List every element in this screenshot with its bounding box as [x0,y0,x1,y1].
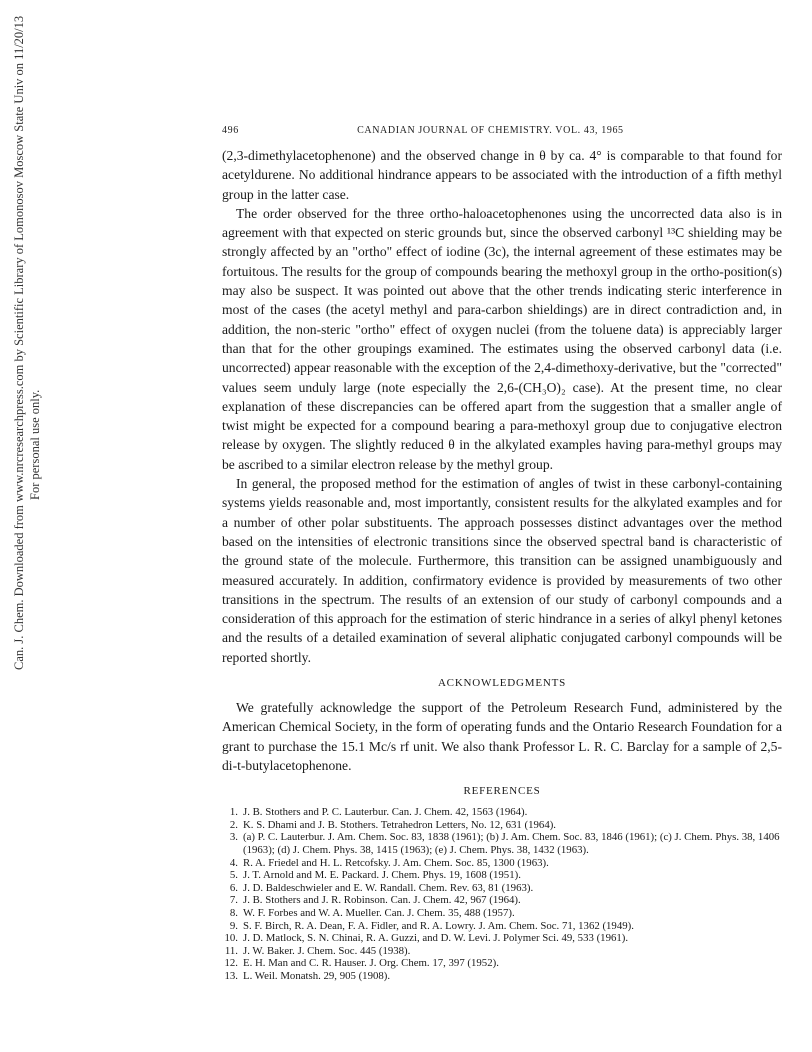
reference-number: 9. [229,919,238,932]
reference-text: J. B. Stothers and J. R. Robinson. Can. J. Chem. 42, 967 (1964). [243,894,521,907]
reference-number: 11. [224,944,238,957]
reference-list [222,806,782,982]
download-watermark [4,15,52,680]
reference-item [222,945,782,958]
reference-item [222,831,782,856]
download-notice: Can. J. Chem. Downloaded from www.nrcresearchpress.com by Scientific Library of Lomonosov Moscow State Univ on 11/20/13 [12,15,26,670]
reference-number: 5. [229,869,238,882]
reference-number: 10. [224,932,238,945]
acknowledgments-heading: ACKNOWLEDGMENTS [437,677,567,690]
reference-text: J. B. Stothers and P. C. Lauterbur. Can. J. Chem. 42, 1563 (1964). [243,806,528,819]
reference-item [222,907,782,920]
reference-number: 1. [229,806,238,819]
reference-number: 2. [229,818,238,831]
reference-item [222,920,782,933]
reference-text: E. H. Man and C. R. Hauser. J. Org. Chem. 17, 397 (1952). [243,957,499,970]
reference-number: 7. [229,894,238,907]
reference-text: W. F. Forbes and W. A. Mueller. Can. J. Chem. 35, 488 (1957). [243,906,515,919]
reference-item [222,932,782,945]
reference-text: J. D. Baldeschwieler and E. W. Randall. Chem. Rev. 63, 81 (1963). [243,881,534,894]
personal-use-notice: For personal use only. [28,389,42,500]
reference-text: J. T. Arnold and M. E. Packard. J. Chem. Phys. 19, 1608 (1951). [243,869,521,882]
reference-number: 13. [224,969,238,982]
running-header [222,125,782,136]
reference-item [222,869,782,882]
reference-item [222,819,782,832]
reference-text: L. Weil. Monatsh. 29, 905 (1908). [243,969,391,982]
reference-number: 6. [229,881,238,894]
reference-number: 3. [229,831,238,844]
reference-text: J. D. Matlock, S. N. Chinai, R. A. Guzzi, and D. W. Levi. J. Polymer Sci. 49, 533 (1961). [243,932,629,945]
reference-text: S. F. Birch, R. A. Dean, F. A. Fidler, and R. A. Lowry. J. Am. Chem. Soc. 71, 1362 (1949). [243,919,634,932]
journal-header: CANADIAN JOURNAL OF CHEMISTRY. VOL. 43, 1965 [357,125,624,136]
paragraph-3: In general, the proposed method for the estimation of angles of twist in these carbonyl-containing systems yields reasonable and, most importantly, consistent results for the alkylated examples and for a number of other polar substituents. The approach possesses distinct advantages over the method based on the intensities of electronic transitions since the observed spectral band is characteristic of the ground state of the molecule. Furthermore, this transition can be assigned unambiguously and measured accurately. In addition, confirmatory evidence is provided by measurements of two other transitions in the spectrum. The results of an extension of our study of carbonyl compounds and a consideration of this approach for the estimation of steric hindrance in a series of alkyl phenyl ketones and the results of a detailed examination of several aliphatic conjugated carbonyl compounds will be reported shortly. [222,476,782,665]
page-number: 496 [222,125,239,136]
reference-text: J. W. Baker. J. Chem. Soc. 445 (1938). [243,944,411,957]
reference-text: R. A. Friedel and H. L. Retcofsky. J. Am. Chem. Soc. 85, 1300 (1963). [243,856,549,869]
reference-number: 8. [229,906,238,919]
acknowledgments-text: We gratefully acknowledge the support of the Petroleum Research Fund, administered by the American Chemical Society, in the form of operating funds and the Ontario Research Foundation for a grant to purchase the 15.1 Mc/s rf unit. We also thank Professor L. R. C. Barclay for a sample of 2,5-di-t-butylacetophenone. [222,700,782,773]
reference-item [222,882,782,895]
journal-page [222,125,782,983]
reference-text: (a) P. C. Lauterbur. J. Am. Chem. Soc. 83, 1838 (1961); (b) J. Am. Chem. Soc. 83, 1846 (1961); (c) J. Chem. Phys. 38, 1406 (1963); (d) J. Chem. Phys. 38, 1415 (1963); (e) J. Chem. Phys. 38, 1432 (1963). [243,831,780,856]
reference-number: 12. [224,957,238,970]
reference-item [222,857,782,870]
references-heading: REFERENCES [463,785,541,798]
paragraph-1: (2,3-dimethylacetophenone) and the observed change in θ by ca. 4° is comparable to that found for acetyldurene. No additional hindrance appears to be associated with the introduction of a fifth methyl group in the latter case. [222,148,782,202]
body-text [222,146,782,775]
reference-item [222,806,782,819]
reference-item [222,957,782,970]
reference-number: 4. [229,856,238,869]
reference-item [222,894,782,907]
paragraph-2: The order observed for the three ortho-haloacetophenones using the uncorrected data also is in agreement with that expected on steric grounds but, since the observed carbonyl ¹³C shielding may be strongly affected by an "ortho" effect of iodine (3c), the internal agreement of these estimates may be fortuitous. The results for the group of compounds bearing the methoxyl group in the ortho-position(s) may also be suspect. It was pointed out above that the other trends indicating steric interference in most of the cases (the acetyl methyl and para-carbon shieldings) are in direct contradiction and, in addition, the non-steric "ortho" effect of oxygen nuclei (from the toluene data) is appreciably larger than that for the other groupings examined. The estimates using the observed carbonyl data (i.e. uncorrected) appear reasonable with the exception of the 2,4-dimethoxy-derivative, but the "corrected" values seem unduly large (note especially the 2,6-(CH₃O)₂ case). At the present time, no clear explanation of these discrepancies can be offered apart from the suggestion that a smaller angle of twist might be expected for a compound bearing a para-methoxyl group due to conjugative electron release by oxygen. The slightly reduced θ in the alkylated examples having para-methyl groups may be ascribed to a similar electron release by the methyl group. [222,205,782,472]
reference-text: K. S. Dhami and J. B. Stothers. Tetrahedron Letters, No. 12, 631 (1964). [243,818,557,831]
reference-item [222,970,782,983]
